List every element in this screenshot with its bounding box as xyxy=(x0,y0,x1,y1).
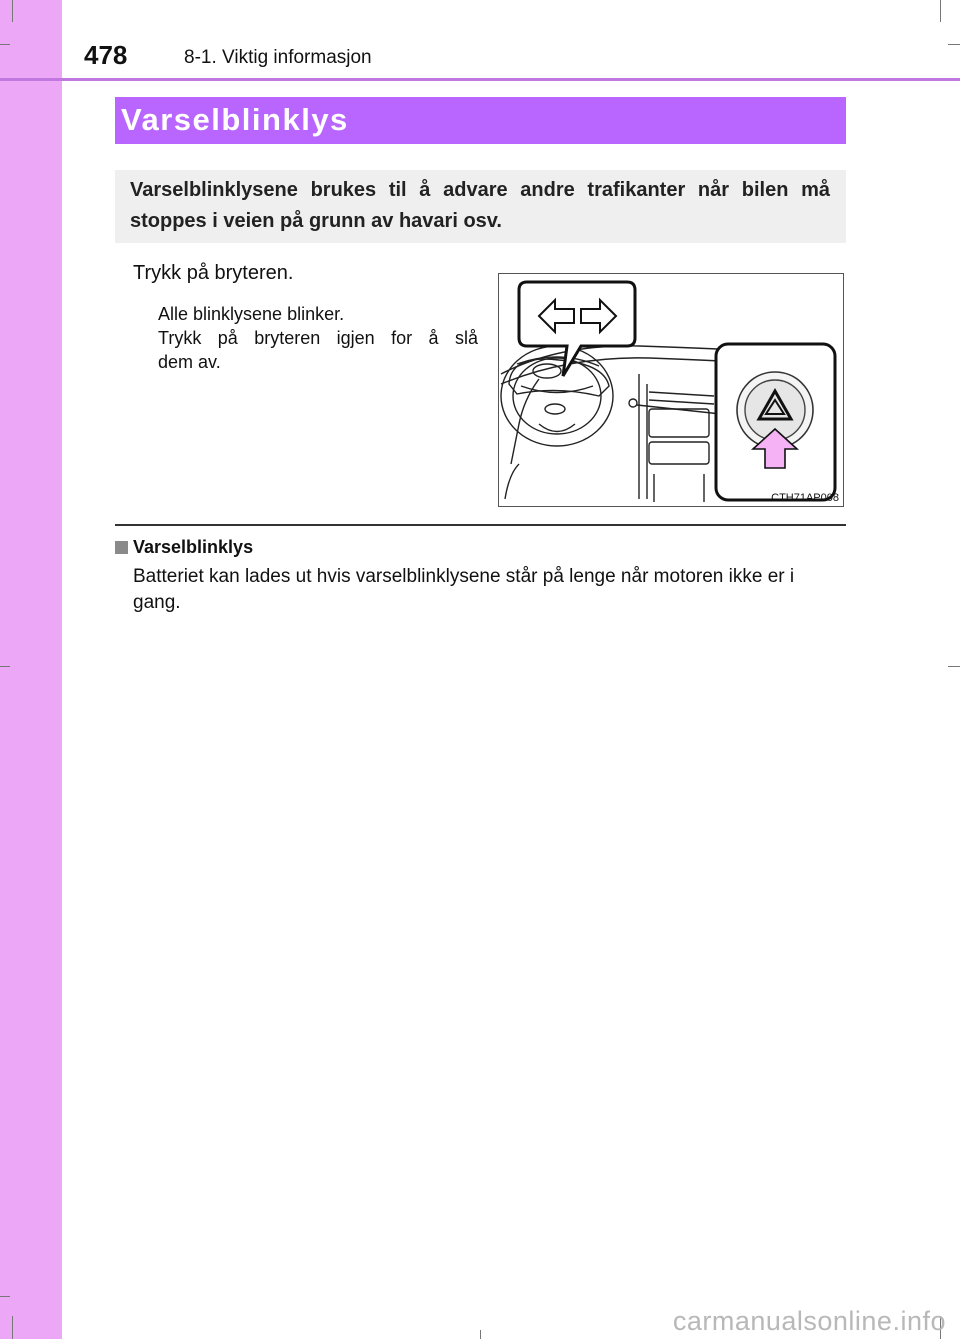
crop-mark xyxy=(0,666,10,667)
section-divider xyxy=(115,524,846,526)
figure-code: CTH71AP008 xyxy=(771,492,839,504)
dashboard-figure xyxy=(498,273,844,507)
intro-box xyxy=(115,170,846,243)
crop-mark xyxy=(0,1296,10,1297)
note-body: Batteriet kan lades ut hvis varselblinklysene står på lenge når motoren ikke er i gang. xyxy=(133,566,795,613)
crop-mark xyxy=(12,1316,13,1339)
section-label: 8-1. Viktig informasjon xyxy=(184,47,372,68)
step-instruction: Trykk på bryteren. xyxy=(133,262,294,284)
hazard-switch-location xyxy=(629,399,637,407)
page-title: Varselblinklys xyxy=(121,102,349,137)
note-heading-text: Varselblinklys xyxy=(133,537,254,557)
step-detail-line: Alle blinklysene blinker. xyxy=(158,304,345,324)
step-detail-line: Trykk på bryteren igjen for å slå xyxy=(158,328,478,348)
watermark: carmanualsonline.info xyxy=(672,1306,946,1336)
header-rule xyxy=(0,78,960,81)
dashboard-illustration xyxy=(499,274,843,506)
crop-mark xyxy=(12,0,13,22)
crop-mark xyxy=(0,44,10,45)
title-bar xyxy=(115,97,846,144)
step-detail xyxy=(158,302,478,374)
note-heading xyxy=(115,537,253,558)
side-color-strip xyxy=(0,0,62,1339)
crop-mark xyxy=(948,44,960,45)
intro-text: Varselblinklysene brukes til å advare andre trafikanter når bilen må stoppes i veien på grunn av havari osv. xyxy=(130,179,830,232)
crop-mark xyxy=(940,0,941,22)
square-bullet-icon xyxy=(115,541,128,554)
crop-mark xyxy=(948,666,960,667)
dashboard-lines xyxy=(501,346,739,502)
hazard-switch-callout xyxy=(716,344,835,500)
crop-mark xyxy=(480,1330,481,1339)
step-detail-line: dem av. xyxy=(158,352,221,372)
page-number: 478 xyxy=(84,40,128,70)
